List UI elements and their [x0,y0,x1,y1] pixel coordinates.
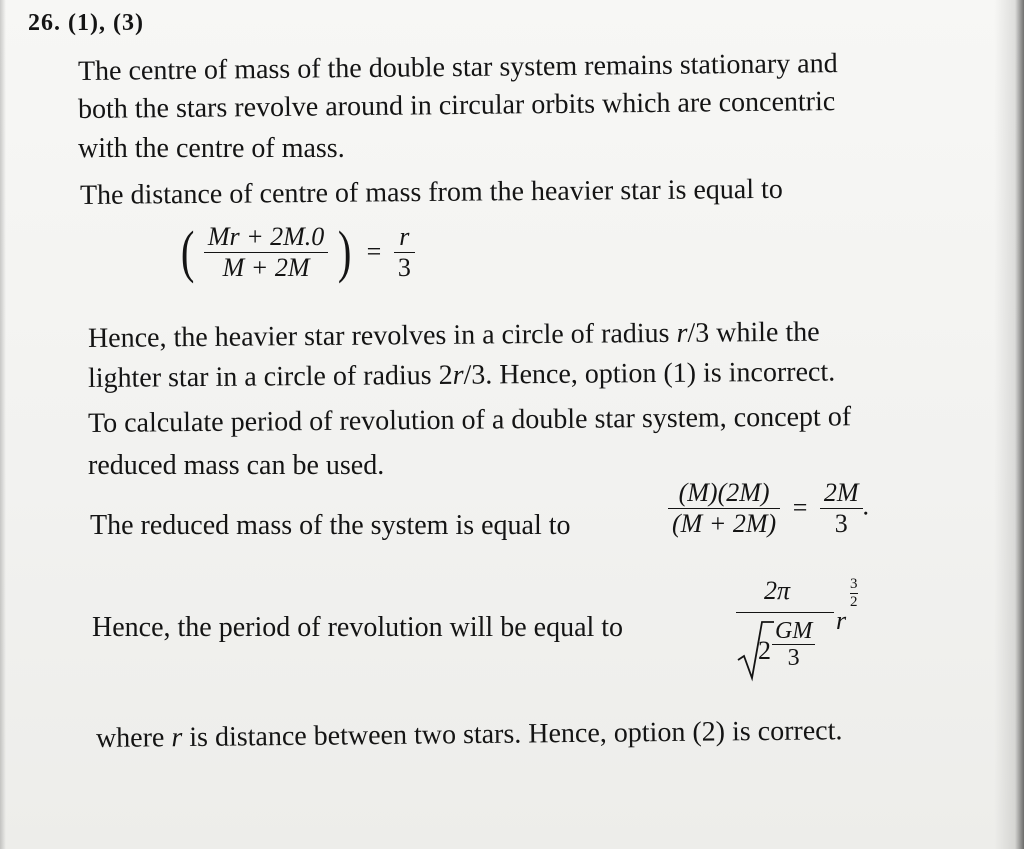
exponent-denominator: 2 [850,593,858,610]
root-denominator: 3 [787,645,800,672]
result-numerator: 2M [823,478,859,507]
exponent-fraction [850,576,858,610]
equals-sign: = [792,493,808,523]
result-denominator: 3 [397,252,411,282]
paragraph-1-line-2: both the stars revolve around in circular orbits which are concentric [77,86,836,125]
paragraph-4-line-1: To calculate period of revolution of a double star system, concept of [87,401,852,439]
question-number: 26. [28,10,61,36]
paragraph-6-text: Hence, the period of revolution will be equal to [92,612,624,643]
com-fraction [204,222,328,283]
text-segment: is distance between two stars. Hence, option (2) is correct. [182,715,843,754]
paragraph-4-line-2: reduced mass can be used. [88,450,385,481]
root-fraction [772,618,815,672]
period-numerator: 2π [764,576,791,605]
reduced-mass-fraction [668,478,780,539]
equation-center-of-mass [178,219,415,285]
r-variable: r [836,606,847,635]
text-segment: Hence, the heavier star revolves in a circle of radius [87,317,677,354]
text-segment: /3 while the [687,316,820,349]
paragraph-1-line-1: The centre of mass of the double star system remains stationary and [77,48,838,87]
paragraph-2-line-1: The distance of centre of mass from the heavier star is equal to [79,173,783,211]
right-paren: ) [337,219,352,285]
right-edge-shadow [994,0,1024,849]
paragraph-1-line-3: with the centre of mass. [78,133,345,164]
left-paren: ( [180,219,195,285]
main-fraction-bar [736,612,834,613]
equation-period [736,574,876,684]
variable-r: r [171,722,183,754]
variable-r: r [676,317,688,349]
period-mark: . [862,491,870,521]
reduced-mass-numerator: (M)(2M) [678,478,770,507]
text-segment: where [95,722,172,754]
result-denominator: 3 [834,508,848,538]
paragraph-5-text: The reduced mass of the system is equal to [90,510,571,541]
left-edge-shadow [0,0,6,849]
reduced-mass-denominator: (M + 2M) [672,508,777,538]
result-fraction [394,222,415,283]
paragraph-7-line [96,717,843,753]
question-answer: (1), (3) [68,10,144,36]
paragraph-3-line-1 [87,316,820,354]
variable-r: r [452,359,464,391]
exponent-numerator: 3 [850,576,858,592]
paragraph-3-line-2 [88,358,835,393]
com-numerator: Mr + 2M.0 [207,222,325,251]
result-numerator: r [399,222,410,251]
root-numerator: GM [775,618,813,644]
text-segment: lighter star in a circle of radius 2 [87,359,453,394]
text-segment: /3. Hence, option (1) is incorrect. [463,356,836,391]
equals-sign: = [366,237,382,267]
equation-reduced-mass [668,478,869,539]
root-coefficient: 2 [758,636,771,665]
com-denominator: M + 2M [222,252,310,282]
reduced-mass-result [820,478,863,539]
question-header [28,10,144,37]
